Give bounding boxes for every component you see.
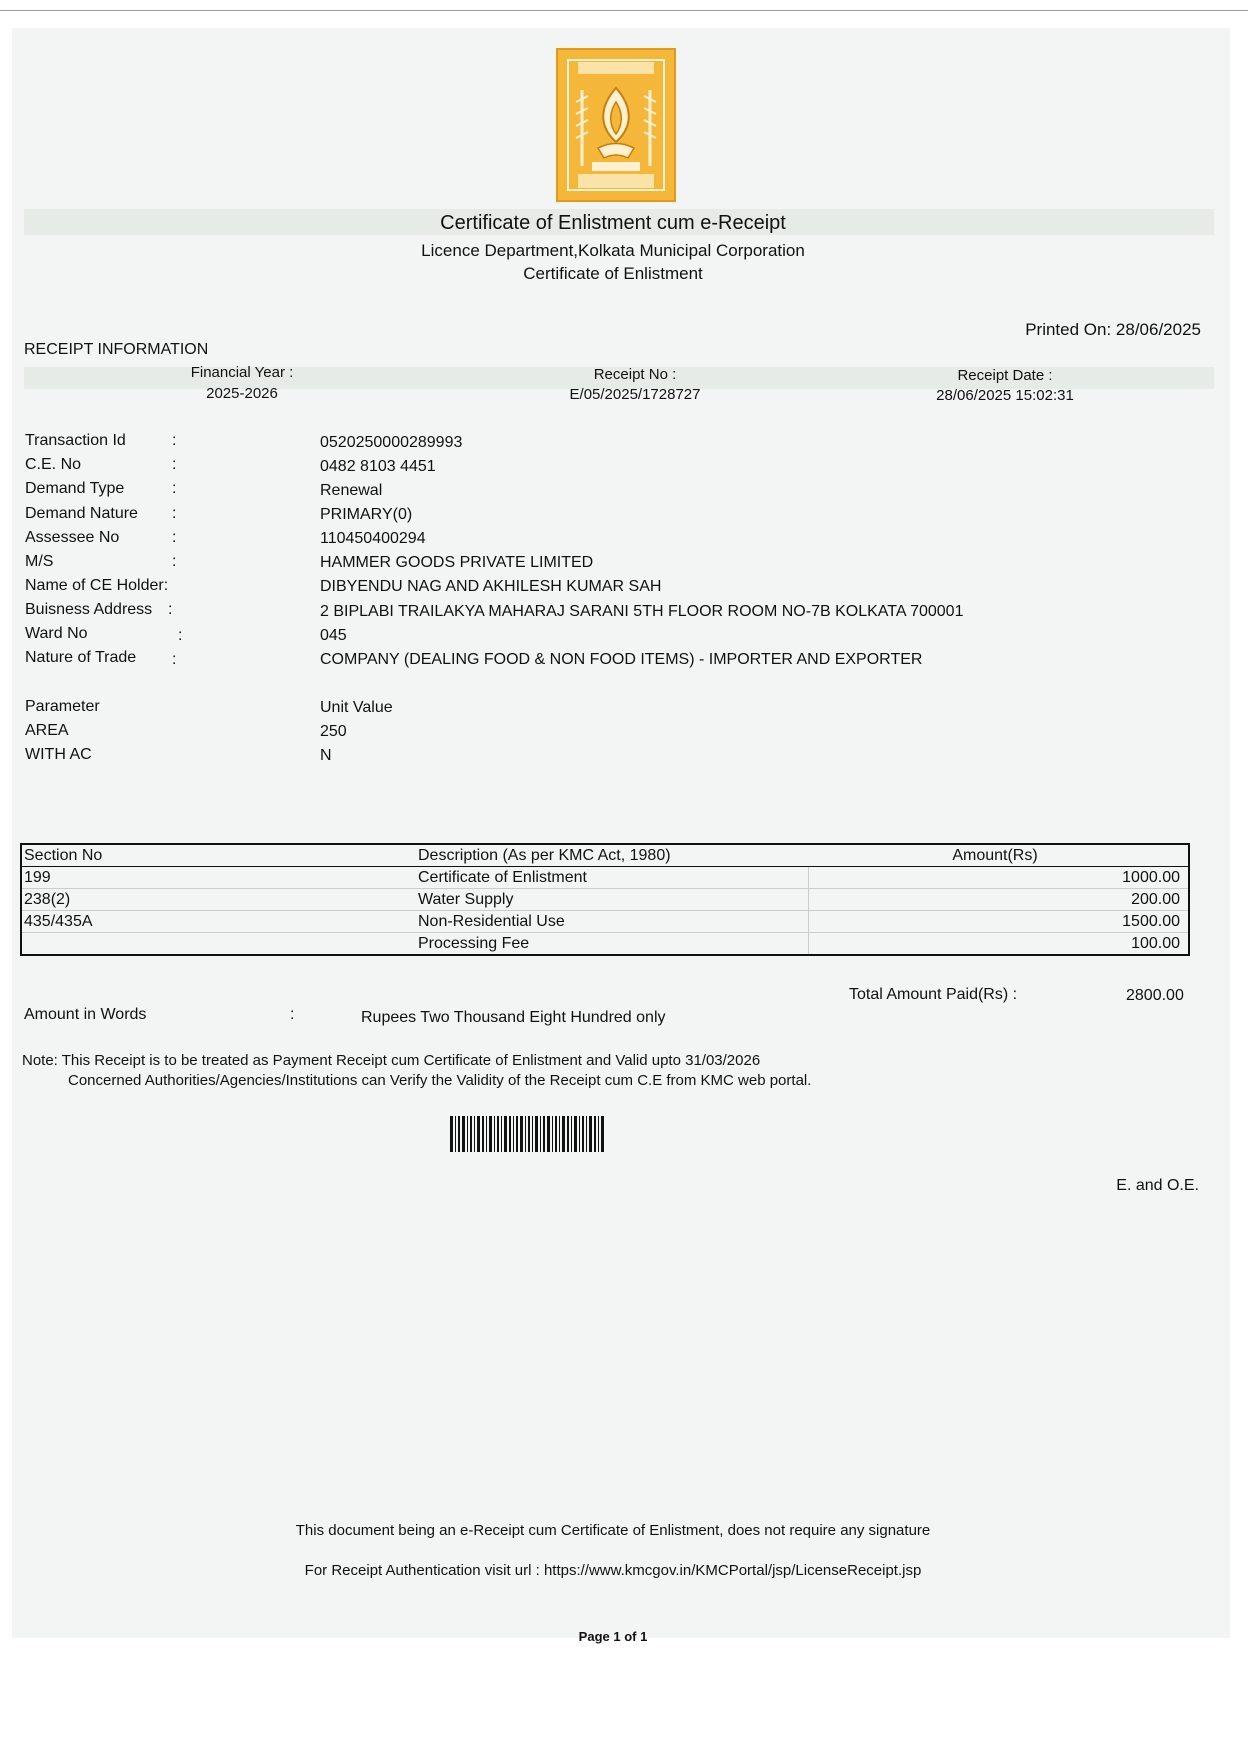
detail-value: 110450400294 <box>320 530 426 547</box>
detail-label: M/S <box>25 553 54 570</box>
detail-value: Renewal <box>320 482 383 499</box>
amount-in-words-value: Rupees Two Thousand Eight Hundred only <box>361 1009 666 1026</box>
section-cell: 435/435A <box>21 911 416 933</box>
footer-authentication-url: For Receipt Authentication visit url : https://www.kmcgov.in/KMCPortal/jsp/LicenseReceipt.jsp <box>304 1562 922 1579</box>
detail-value: 0520250000289993 <box>320 434 463 451</box>
description-cell: Certificate of Enlistment <box>416 867 808 889</box>
description-cell: Processing Fee <box>416 933 808 956</box>
receipt-no-label: Receipt No : <box>593 366 677 383</box>
amount-cell: 100.00 <box>808 933 1189 956</box>
table-row <box>21 867 1189 889</box>
description-cell: Non-Residential Use <box>416 911 808 933</box>
section-cell: 199 <box>21 867 416 889</box>
page-number: Page 1 of 1 <box>578 1629 648 1644</box>
parameter-header-value: Unit Value <box>320 699 393 716</box>
table-row <box>21 889 1189 911</box>
parameter-value: N <box>320 747 332 764</box>
detail-colon: : <box>172 480 177 497</box>
errors-omissions-excepted: E. and O.E. <box>1116 1177 1199 1194</box>
validity-note: Note: This Receipt is to be treated as Payment Receipt cum Certificate of Enlistment and Valid upto 31/03/2026 <box>22 1052 761 1069</box>
detail-value: COMPANY (DEALING FOOD & NON FOOD ITEMS) - IMPORTER AND EXPORTER <box>320 651 923 668</box>
detail-colon: : <box>172 651 177 668</box>
amount-cell: 200.00 <box>808 889 1189 911</box>
detail-value: 2 BIPLABI TRAILAKYA MAHARAJ SARANI 5TH FLOOR ROOM NO-7B KOLKATA 700001 <box>320 603 964 620</box>
column-header-section: Section No <box>21 844 416 867</box>
detail-value: DIBYENDU NAG AND AKHILESH KUMAR SAH <box>320 578 662 595</box>
table-row <box>21 911 1189 933</box>
table-header-row <box>21 844 1189 867</box>
financial-year-label: Financial Year : <box>190 364 294 381</box>
printed-on: Printed On: 28/06/2025 <box>1025 320 1201 339</box>
section-cell: 238(2) <box>21 889 416 911</box>
detail-value: 0482 8103 4451 <box>320 458 436 475</box>
total-amount-value: 2800.00 <box>1126 987 1184 1004</box>
amount-cell: 1000.00 <box>808 867 1189 889</box>
financial-year-value: 2025-2026 <box>206 385 278 402</box>
detail-label: Buisness Address <box>25 601 153 618</box>
detail-label: Transaction Id <box>25 432 126 449</box>
detail-label: C.E. No <box>25 456 82 473</box>
detail-colon: : <box>172 529 177 546</box>
department-name: Licence Department,Kolkata Municipal Corporation <box>421 241 805 260</box>
receipt-date-value: 28/06/2025 15:02:31 <box>936 387 1074 404</box>
detail-label: Assessee No <box>25 529 120 546</box>
receipt-no-value: E/05/2025/1728727 <box>569 386 701 403</box>
detail-colon: : <box>178 627 183 644</box>
flame-emblem-icon <box>558 50 674 200</box>
page-subtitle: Certificate of Enlistment <box>523 264 703 283</box>
description-cell: Water Supply <box>416 889 808 911</box>
verification-note: Concerned Authorities/Agencies/Institutions can Verify the Validity of the Receipt cum C.E from KMC web portal. <box>68 1072 812 1089</box>
amount-in-words-label: Amount in Words <box>24 1006 147 1023</box>
detail-value: HAMMER GOODS PRIVATE LIMITED <box>320 554 594 571</box>
footer-signature-note: This document being an e-Receipt cum Certificate of Enlistment, does not require any signature <box>295 1522 931 1539</box>
amount-cell: 1500.00 <box>808 911 1189 933</box>
detail-colon: : <box>172 456 177 473</box>
total-amount-label: Total Amount Paid(Rs) : <box>849 986 1018 1003</box>
detail-label: Demand Nature <box>25 505 138 522</box>
barcode-icon <box>450 1116 605 1152</box>
section-cell <box>21 933 416 956</box>
fees-table <box>20 843 1190 956</box>
parameter-header-label: Parameter <box>25 698 100 715</box>
parameter-label: WITH AC <box>25 746 92 763</box>
detail-colon: : <box>168 601 173 618</box>
table-row <box>21 933 1189 956</box>
detail-colon: : <box>172 553 177 570</box>
detail-value: PRIMARY(0) <box>320 506 413 523</box>
receipt-info-heading: RECEIPT INFORMATION <box>24 341 209 358</box>
column-header-amount: Amount(Rs) <box>808 844 1189 867</box>
parameter-label: AREA <box>25 722 69 739</box>
parameter-value: 250 <box>320 723 347 740</box>
detail-label: Name of CE Holder: <box>25 577 169 594</box>
amount-in-words-colon: : <box>290 1006 295 1023</box>
page-title: Certificate of Enlistment cum e-Receipt <box>440 212 786 234</box>
detail-label: Nature of Trade <box>25 649 137 666</box>
detail-label: Ward No <box>25 625 88 642</box>
receipt-date-label: Receipt Date : <box>957 367 1053 384</box>
kmc-logo <box>556 48 676 202</box>
detail-label: Demand Type <box>25 480 125 497</box>
column-header-description: Description (As per KMC Act, 1980) <box>416 844 808 867</box>
top-rule <box>0 10 1248 11</box>
detail-colon: : <box>172 432 177 449</box>
detail-colon: : <box>172 505 177 522</box>
detail-value: 045 <box>320 627 347 644</box>
